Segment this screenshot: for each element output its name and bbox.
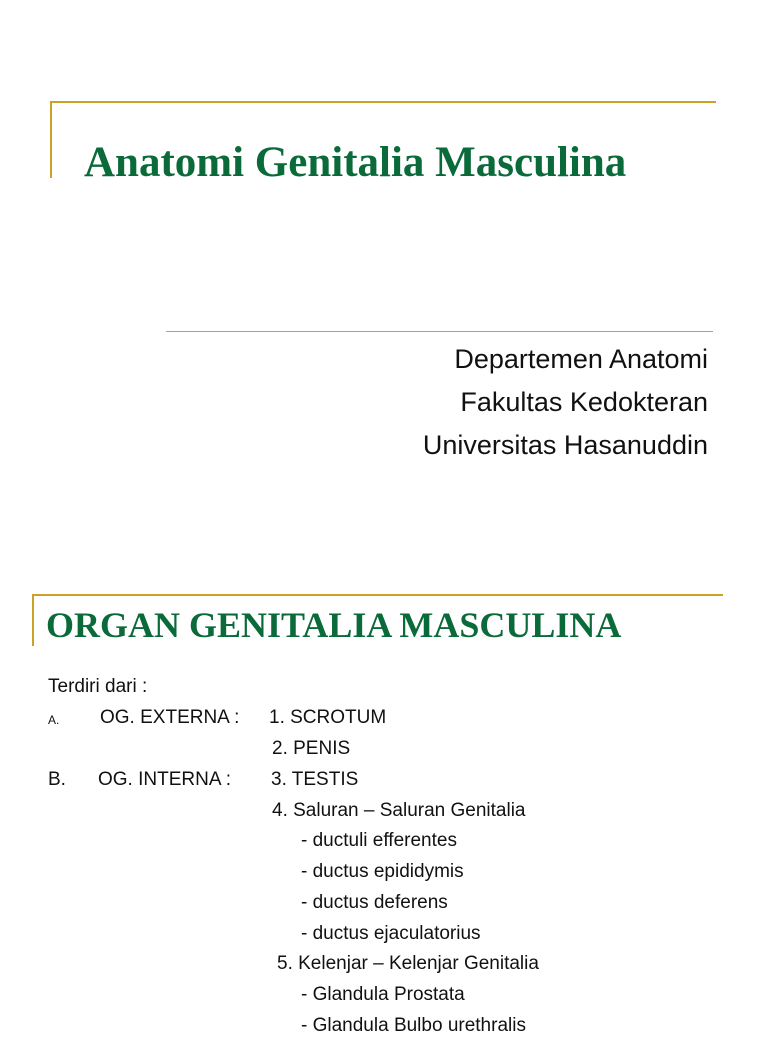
subtitle-block bbox=[423, 338, 708, 467]
department-name: Departemen Anatomi bbox=[454, 344, 708, 374]
group-label-externa: OG. EXTERNA : bbox=[100, 707, 240, 728]
content-title: ORGAN GENITALIA MASCULINA bbox=[46, 605, 622, 645]
group-label-interna: OG. INTERNA : bbox=[98, 769, 232, 790]
subtitle-rule bbox=[166, 331, 713, 332]
list-item: - Glandula Prostata bbox=[301, 984, 465, 1005]
list-item: 1. SCROTUM bbox=[269, 707, 387, 728]
content-left-rule bbox=[32, 594, 34, 646]
list-item: - ductuli efferentes bbox=[301, 830, 457, 851]
group-letter-a: A. bbox=[48, 713, 60, 727]
title-left-rule bbox=[50, 101, 52, 178]
title-top-rule bbox=[50, 101, 716, 103]
content-slide bbox=[0, 576, 768, 1036]
list-item: 4. Saluran – Saluran Genitalia bbox=[272, 800, 526, 821]
slide-title: Anatomi Genitalia Masculina bbox=[84, 139, 627, 186]
intro-text: Terdiri dari : bbox=[48, 676, 148, 697]
faculty-name: Fakultas Kedokteran bbox=[460, 387, 708, 417]
list-item: 5. Kelenjar – Kelenjar Genitalia bbox=[277, 953, 539, 974]
list-item: 3. TESTIS bbox=[271, 769, 359, 790]
group-letter-b: B. bbox=[48, 769, 66, 790]
list-item: - ductus ejaculatorius bbox=[301, 923, 481, 944]
list-item: - ductus deferens bbox=[301, 892, 448, 913]
list-item: 2. PENIS bbox=[272, 738, 351, 759]
list-item: - ductus epididymis bbox=[301, 861, 464, 882]
university-name: Universitas Hasanuddin bbox=[422, 430, 708, 460]
content-top-rule bbox=[32, 594, 723, 596]
list-item: - Glandula Bulbo urethralis bbox=[301, 1015, 526, 1036]
